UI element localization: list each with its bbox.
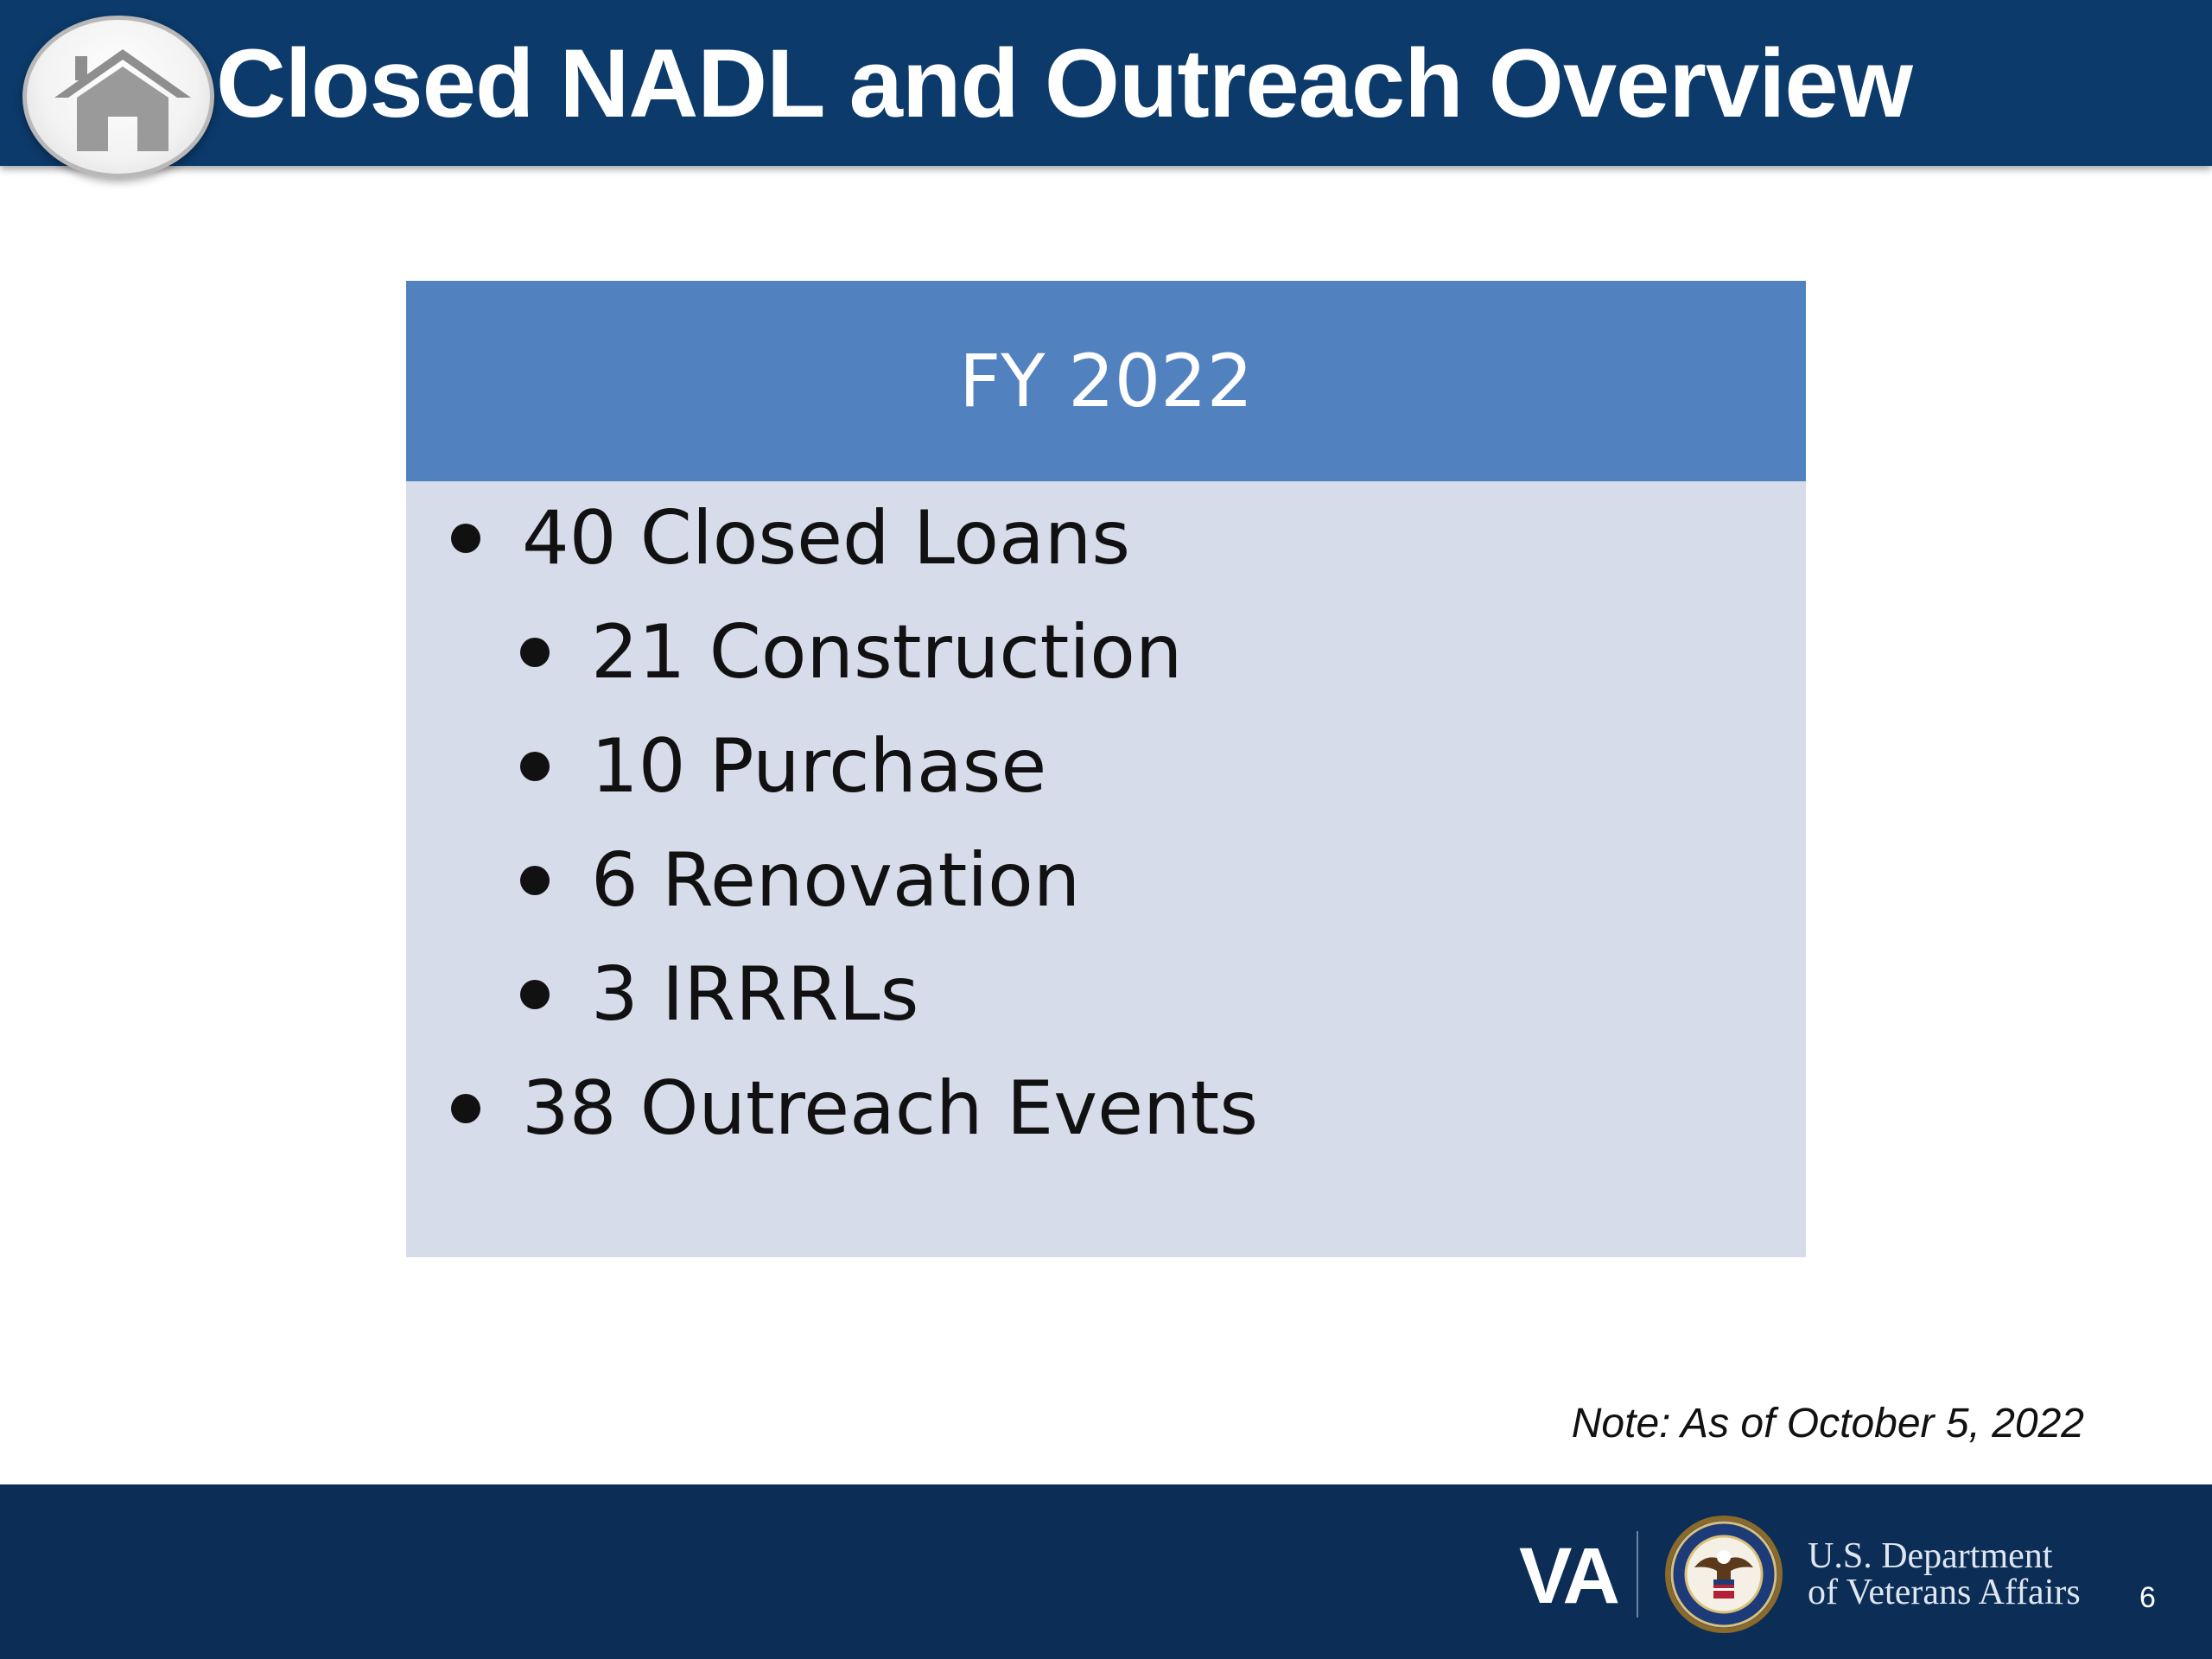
list-item-text: 38 Outreach Events [522,1065,1259,1152]
bullet-dot [520,980,550,1009]
summary-card [406,281,1806,1257]
list-item [406,823,1080,938]
page-number: 6 [2139,1581,2156,1614]
department-line-1: U.S. Department [1808,1536,2053,1576]
card-heading-bar [406,281,1806,481]
list-item [406,709,1046,823]
bullet-dot [520,638,550,667]
list-item-text: 21 Construction [591,609,1183,696]
list-item-text: 10 Purchase [591,723,1047,810]
list-item-text: 40 Closed Loans [522,495,1130,582]
list-item-text: 6 Renovation [591,837,1081,924]
list-item [406,1052,1258,1166]
department-name [1808,1538,2081,1611]
va-seal-icon [1663,1514,1784,1635]
va-logo: VA [1519,1532,1617,1620]
bullet-dot [520,866,550,895]
date-note: Note: As of October 5, 2022 [1571,1401,2084,1446]
list-item-text: 3 IRRRLs [591,951,919,1038]
bullet-dot [451,1094,480,1123]
card-heading: FY 2022 [958,339,1254,423]
list-item [406,595,1182,709]
home-button[interactable] [22,16,214,178]
house-icon [51,44,194,156]
list-item [406,481,1130,595]
list-item [406,938,918,1052]
bullet-dot [451,524,480,553]
department-line-2: of Veterans Affairs [1808,1573,2081,1612]
footer-divider [1637,1531,1638,1618]
page-title: Closed NADL and Outreach Overview [216,29,1912,137]
bullet-dot [520,752,550,781]
